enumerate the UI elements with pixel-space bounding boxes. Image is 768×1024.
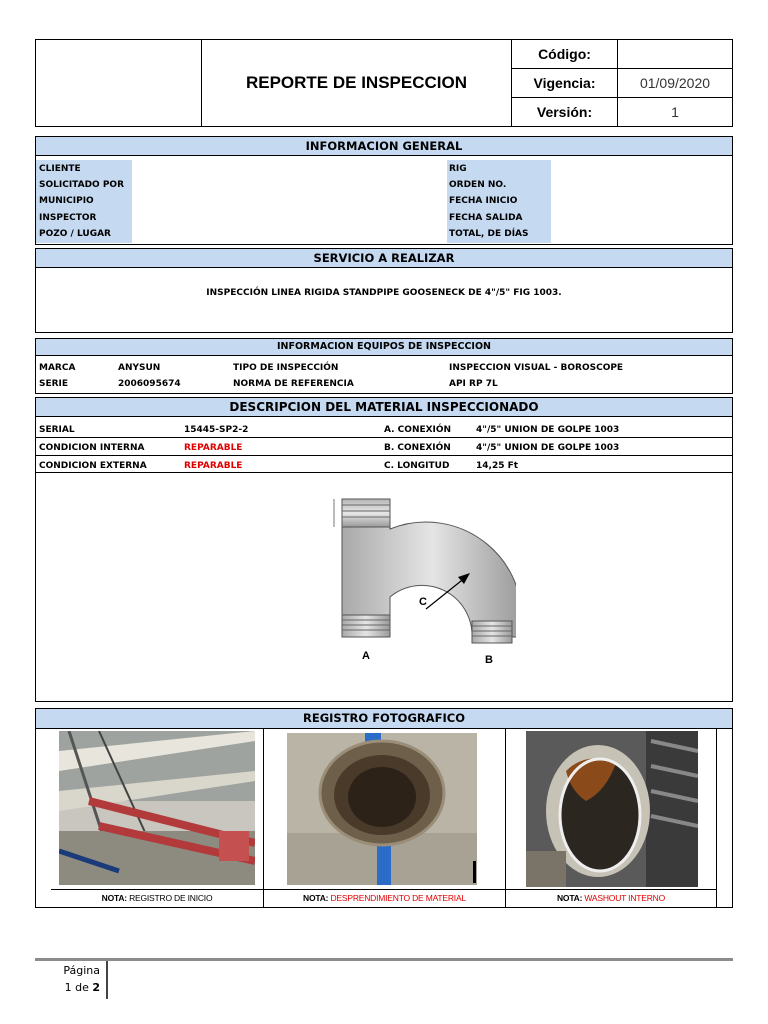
photo-cell-3	[506, 729, 717, 907]
serial-value: 15445-SP2-2	[184, 425, 249, 435]
version-label: Versión:	[512, 98, 618, 126]
cond-int-value: REPARABLE	[184, 443, 243, 453]
general-info-box	[35, 156, 733, 245]
diagram-label-b: B	[485, 654, 493, 666]
photo-desprendimiento	[287, 733, 477, 885]
service-text: INSPECCIÓN LINEA RIGIDA STANDPIPE GOOSENECK DE 4"/5" FIG 1003.	[206, 288, 562, 298]
fecha-salida-label: FECHA SALIDA	[449, 212, 523, 223]
vigencia-value: 01/09/2020	[639, 75, 711, 91]
page-current: 1	[64, 981, 72, 994]
conn-b-label: B. CONEXIÓN	[384, 443, 451, 453]
photo-note-1-prefix: NOTA:	[101, 893, 127, 903]
marca-label: MARCA	[39, 363, 76, 373]
cliente-label: CLIENTE	[39, 164, 81, 174]
general-info-header: INFORMACION GENERAL	[35, 136, 733, 156]
equipment-header: INFORMACION EQUIPOS DE INSPECCION	[35, 338, 733, 356]
footer-separator	[106, 961, 108, 999]
photo-registro-inicio	[59, 731, 255, 885]
page-indicator	[50, 962, 100, 996]
page-label: Página	[63, 964, 100, 977]
municipio-label: MUNICIPIO	[39, 196, 94, 207]
photo-washout	[526, 731, 698, 887]
conn-a-value: 4"/5" UNION DE GOLPE 1003	[476, 425, 620, 435]
service-header: SERVICIO A REALIZAR	[35, 248, 733, 268]
norma-value: API RP 7L	[449, 379, 498, 389]
diagram-label-c: C	[419, 596, 427, 608]
solicitado-label: SOLICITADO POR	[39, 180, 125, 191]
serie-value: 2006095674	[118, 379, 181, 389]
cond-ext-value: REPARABLE	[184, 461, 243, 471]
serie-label: SERIE	[39, 379, 69, 389]
length-label: C. LONGITUD	[384, 461, 450, 471]
orden-label: ORDEN NO.	[449, 180, 507, 191]
rig-label: RIG	[449, 164, 467, 174]
photo-note-3-text: WASHOUT INTERNO	[584, 893, 666, 903]
marca-value: ANYSUN	[118, 363, 161, 373]
gooseneck-diagram	[286, 487, 516, 667]
photo-note-2-text: DESPRENDIMIENTO DE MATERIAL	[330, 893, 466, 903]
pozo-label: POZO / LUGAR	[39, 228, 111, 239]
tipo-label: TIPO DE INSPECCIÓN	[233, 363, 339, 373]
photo-cell-2	[264, 729, 506, 907]
document-header	[35, 39, 733, 127]
photos-header: REGISTRO FOTOGRAFICO	[35, 708, 733, 729]
length-value: 14,25 Ft	[476, 461, 519, 471]
service-box	[35, 268, 733, 333]
norma-label: NORMA DE REFERENCIA	[233, 379, 354, 389]
page-of: de	[75, 981, 89, 994]
page-total: 2	[92, 981, 100, 994]
header-meta	[512, 40, 732, 126]
serial-label: SERIAL	[39, 425, 75, 435]
material-box	[35, 417, 733, 702]
photos-box	[35, 729, 733, 908]
cond-int-label: CONDICION INTERNA	[39, 443, 145, 453]
photo-note-1-text: REGISTRO DE INICIO	[129, 893, 213, 903]
photo-note-2-prefix: NOTA:	[303, 893, 329, 903]
version-value: 1	[671, 104, 679, 120]
logo-cell	[36, 40, 202, 126]
material-header: DESCRIPCION DEL MATERIAL INSPECCIONADO	[35, 397, 733, 417]
photo-note-3	[506, 889, 716, 907]
photo-note-1	[51, 889, 263, 907]
report-title: REPORTE DE INSPECCION	[202, 40, 512, 126]
fecha-inicio-label: FECHA INICIO	[449, 196, 518, 207]
conn-b-value: 4"/5" UNION DE GOLPE 1003	[476, 443, 620, 453]
photo-note-2	[264, 889, 505, 907]
inspector-label: INSPECTOR	[39, 212, 97, 223]
conn-a-label: A. CONEXIÓN	[384, 425, 452, 435]
codigo-value	[618, 40, 732, 68]
cond-ext-label: CONDICION EXTERNA	[39, 461, 147, 471]
total-dias-label: TOTAL, DE DÍAS	[449, 228, 529, 239]
codigo-label: Código:	[512, 40, 618, 68]
footer-line	[35, 958, 733, 961]
equipment-box	[35, 356, 733, 394]
tipo-value: INSPECCION VISUAL - BOROSCOPE	[449, 363, 624, 373]
photo-note-3-prefix: NOTA:	[556, 893, 583, 903]
diagram-label-a: A	[362, 650, 370, 662]
photo-cell-1	[51, 729, 264, 907]
vigencia-label: Vigencia:	[512, 69, 618, 97]
